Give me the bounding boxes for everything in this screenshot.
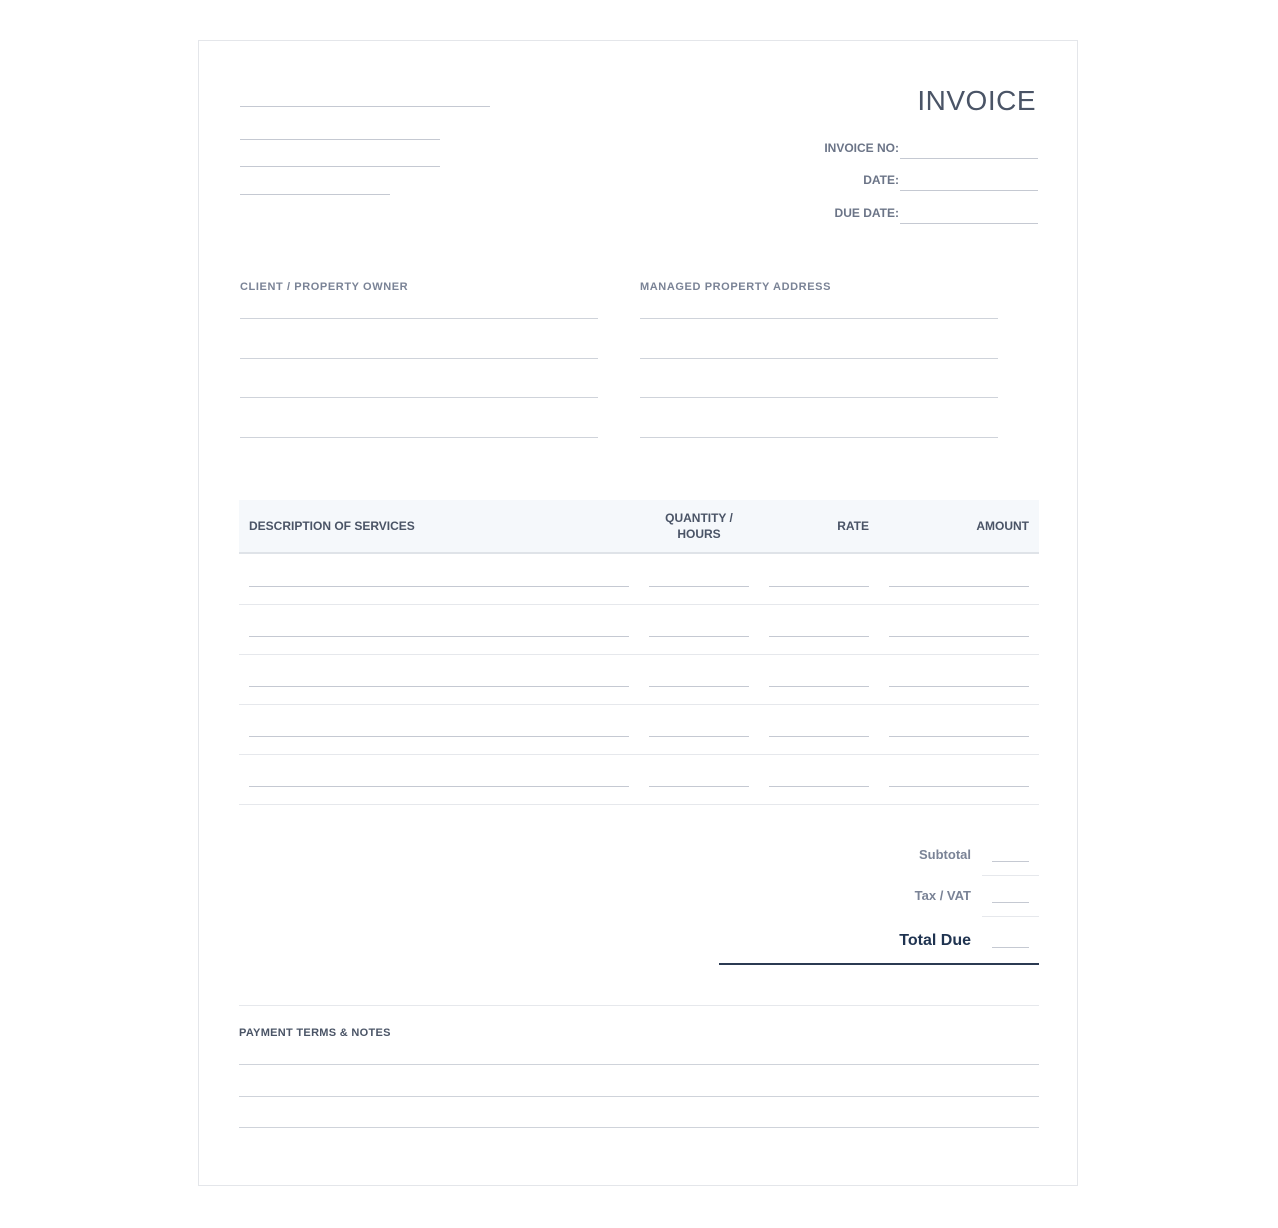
row-5-rate[interactable] — [769, 786, 869, 787]
col-rate: RATE — [837, 519, 869, 533]
notes-line-1[interactable] — [239, 1064, 1039, 1065]
row-1-description[interactable] — [249, 586, 629, 587]
client-line-4[interactable] — [240, 437, 598, 438]
tax-field[interactable] — [992, 902, 1029, 903]
invoice-no-field[interactable] — [900, 158, 1038, 159]
due-date-field[interactable] — [900, 223, 1038, 224]
property-line-2[interactable] — [640, 358, 998, 359]
total-due-label: Total Due — [899, 932, 971, 949]
row-4-rate[interactable] — [769, 736, 869, 737]
payment-terms-label: PAYMENT TERMS & NOTES — [239, 1027, 391, 1039]
notes-divider — [239, 1005, 1039, 1006]
client-label: CLIENT / PROPERTY OWNER — [240, 281, 409, 293]
row-5-quantity[interactable] — [649, 786, 749, 787]
col-quantity — [649, 510, 749, 542]
company-address-line-3[interactable] — [240, 194, 390, 195]
subtotal-label: Subtotal — [919, 847, 971, 862]
invoice-page — [198, 40, 1078, 1186]
notes-line-3[interactable] — [239, 1127, 1039, 1128]
row-2-description[interactable] — [249, 636, 629, 637]
client-line-1[interactable] — [240, 318, 598, 319]
row-4-description[interactable] — [249, 736, 629, 737]
row-5-description[interactable] — [249, 786, 629, 787]
col-quantity-line2: HOURS — [677, 527, 721, 541]
row-3-amount[interactable] — [889, 686, 1029, 687]
property-label: MANAGED PROPERTY ADDRESS — [640, 281, 832, 293]
tax-divider — [982, 916, 1039, 917]
property-line-4[interactable] — [640, 437, 998, 438]
invoice-title: INVOICE — [917, 85, 1036, 116]
row-2-quantity[interactable] — [649, 636, 749, 637]
invoice-no-label: INVOICE NO: — [824, 141, 899, 155]
notes-line-2[interactable] — [239, 1096, 1039, 1097]
property-line-3[interactable] — [640, 397, 998, 398]
row-2-rate[interactable] — [769, 636, 869, 637]
due-date-label: DUE DATE: — [834, 206, 899, 220]
date-field[interactable] — [900, 190, 1038, 191]
col-description: DESCRIPTION OF SERVICES — [249, 519, 415, 533]
company-address-line-1[interactable] — [240, 139, 440, 140]
subtotal-field[interactable] — [992, 861, 1029, 862]
row-2-divider — [239, 654, 1039, 655]
client-line-3[interactable] — [240, 397, 598, 398]
col-amount: AMOUNT — [976, 519, 1029, 533]
property-line-1[interactable] — [640, 318, 998, 319]
row-4-quantity[interactable] — [649, 736, 749, 737]
total-rule — [719, 963, 1039, 965]
row-1-quantity[interactable] — [649, 586, 749, 587]
total-due-field[interactable] — [992, 947, 1029, 948]
date-label: DATE: — [863, 173, 899, 187]
row-1-rate[interactable] — [769, 586, 869, 587]
row-3-description[interactable] — [249, 686, 629, 687]
subtotal-divider — [982, 875, 1039, 876]
row-4-divider — [239, 754, 1039, 755]
row-1-amount[interactable] — [889, 586, 1029, 587]
row-2-amount[interactable] — [889, 636, 1029, 637]
tax-label: Tax / VAT — [914, 888, 971, 903]
row-3-divider — [239, 704, 1039, 705]
row-5-divider — [239, 804, 1039, 805]
row-4-amount[interactable] — [889, 736, 1029, 737]
services-table-header — [239, 500, 1039, 554]
company-name-line[interactable] — [240, 106, 490, 107]
col-quantity-line1: QUANTITY / — [665, 511, 733, 525]
row-3-quantity[interactable] — [649, 686, 749, 687]
company-address-line-2[interactable] — [240, 166, 440, 167]
row-3-rate[interactable] — [769, 686, 869, 687]
row-5-amount[interactable] — [889, 786, 1029, 787]
row-1-divider — [239, 604, 1039, 605]
client-line-2[interactable] — [240, 358, 598, 359]
